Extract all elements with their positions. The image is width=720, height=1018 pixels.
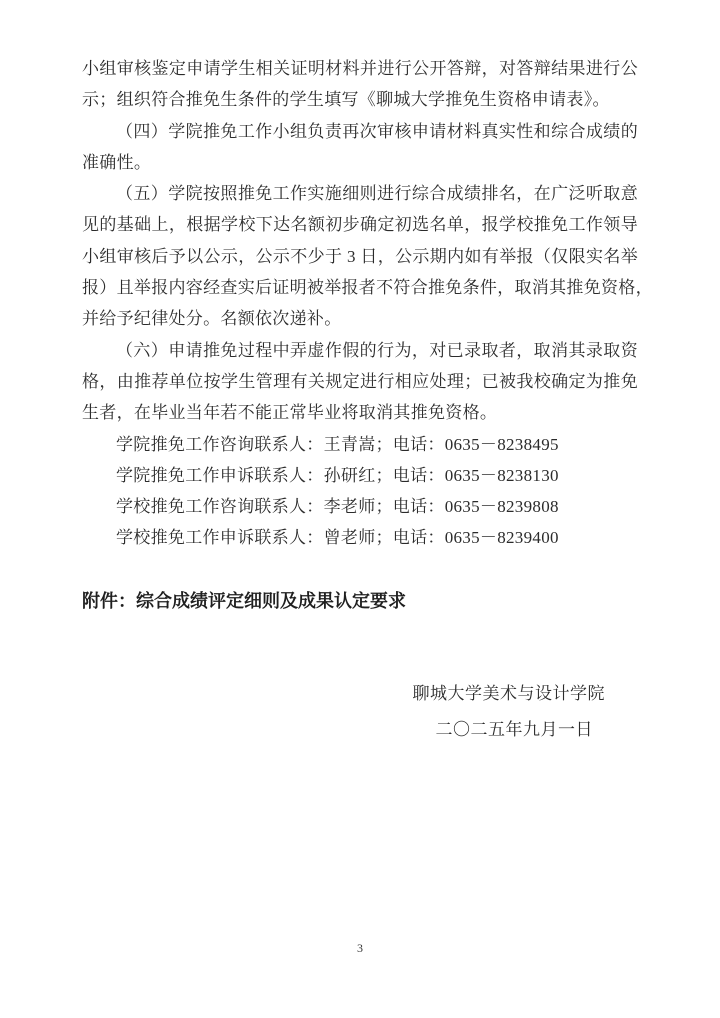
contact-line-college-consult: 学院推免工作咨询联系人：王青嵩；电话：0635－8238495 [116,434,559,454]
paragraph-item-6 [82,335,638,429]
paragraph-line: 准确性。 [82,152,152,172]
contact-line-college-appeal: 学院推免工作申诉联系人：孙研红；电话：0635－8238130 [116,465,559,485]
contact-line-school-appeal: 学校推免工作申诉联系人：曾老师；电话：0635－8239400 [116,528,559,548]
paragraph-item-4 [82,116,638,179]
paragraph-line: 生者，在毕业当年若不能正常毕业将取消其推免资格。 [82,403,498,423]
contact-line-school-consult: 学校推免工作咨询联系人：李老师；电话：0635－8239808 [116,497,559,517]
paragraph-continued [82,53,638,116]
paragraph-line: （五）学院按照推免工作实施细则进行综合成绩排名，在广泛听取意 [116,184,638,204]
paragraph-line: 小组审核鉴定申请学生相关证明材料并进行公开答辩，对答辩结果进行公 [82,59,638,78]
signature-organization: 聊城大学美术与设计学院 [412,684,605,703]
paragraph-line: 格，由推荐单位按学生管理有关规定进行相应处理；已被我校确定为推免 [82,371,638,391]
paragraph-line: 小组审核后予以公示，公示不少于 3 日，公示期内如有举报（仅限实名举 [82,246,638,266]
paragraph-line: （四）学院推免工作小组负责再次审核申请材料真实性和综合成绩的 [116,121,638,141]
paragraph-line: 见的基础上，根据学校下达名额初步确定初选名单，报学校推免工作领导 [82,215,638,235]
contact-list [82,429,638,554]
paragraph-line: 报）且举报内容经查实后证明被举报者不符合推免条件，取消其推免资格， [82,278,653,298]
paragraph-line: （六）申请推免过程中弄虚作假的行为，对已录取者，取消其录取资 [116,340,638,360]
paragraph-item-5 [82,178,653,334]
page-number: 3 [357,941,363,955]
attachment-heading: 附件：综合成绩评定细则及成果认定要求 [82,591,406,611]
paragraph-line: 并给予纪律处分。名额依次递补。 [82,309,342,329]
signature-date: 二〇二五年九月一日 [435,720,593,739]
body-text [82,53,653,554]
paragraph-line: 示；组织符合推免生条件的学生填写《聊城大学推免生资格申请表》。 [82,90,610,110]
